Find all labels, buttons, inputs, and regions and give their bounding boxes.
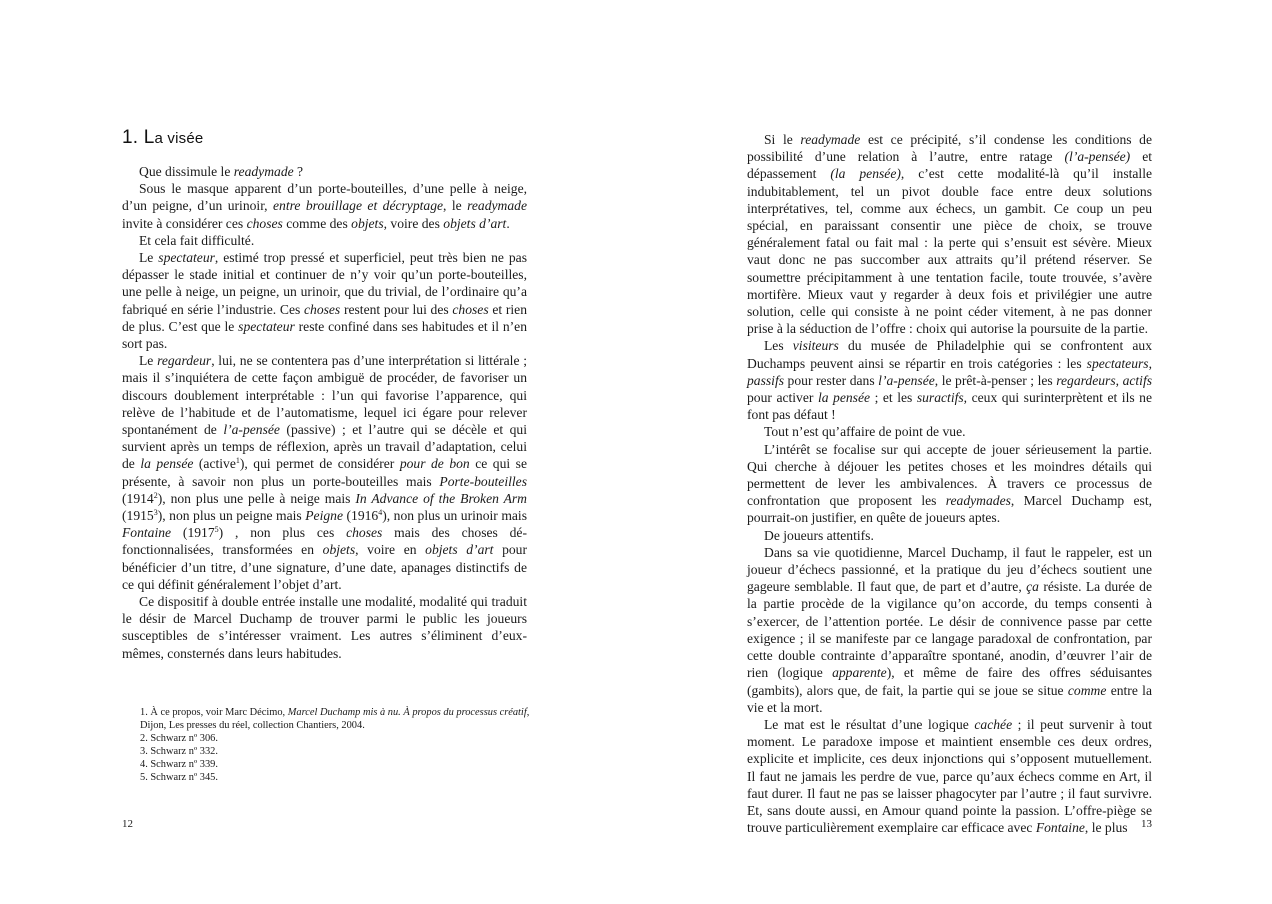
emphasis: choses <box>346 525 383 541</box>
emphasis: (la pensée) <box>830 166 901 182</box>
footnotes <box>140 706 540 784</box>
emphasis: objets <box>322 542 356 558</box>
footnote: 4. Schwarz nº 339. <box>140 759 218 770</box>
emphasis: suractifs <box>916 390 964 406</box>
emphasis: la pensée <box>140 456 194 472</box>
emphasis: readymade <box>800 132 861 147</box>
emphasis: pour de bon <box>399 456 470 472</box>
emphasis: choses <box>246 215 283 231</box>
right-page <box>636 0 1272 904</box>
footnote-ref: 3 <box>153 508 158 518</box>
emphasis: passifs <box>747 372 785 388</box>
heading-rest: a visée <box>154 130 204 147</box>
paragraph: Si le readymade est ce précipité, s’il condense les conditions de possibilité d’une relation à l’autre, entre ratage (l’a-pensée) et dépassement (la pensée), c’est cette modalité-là qu’il installe indubitablement, tel un pivot double face entre deux solutions interprétatives, tel, comme aux échecs, un gambit. Ce coup un peu spécial, en paraissant consentir une pièce de choix, se trouve généralement fatal ou fait mal : la perte qui s’ensuit est sévère. Mieux vaut donc ne pas succomber aux attraits qu’il prétend réserver. Se soumettre précipitamment à une tentation facile, toute trouvée, s’avère mortifère. Mieux vaut y regarder à deux fois et privilégier une autre solution, celle qui consiste à ne point céder vitement, à ne pas donner prise à la séduction de l’offre : choix qui autorise la poursuite de la partie. <box>747 132 1153 337</box>
paragraph: Ce dispositif à double entrée installe une modalité, modalité qui traduit le désir de Marcel Duchamp de trouver parmi le public les joueurs susceptibles de s’intéresser vraiment. Les autres s’éliminent d’eux-mêmes, consternés dans leurs habitudes. <box>122 594 527 661</box>
emphasis: Fontaine <box>122 525 172 541</box>
footnote: 5. Schwarz nº 345. <box>140 772 218 783</box>
emphasis: visiteurs <box>792 338 839 354</box>
page-number: 13 <box>1141 818 1152 830</box>
paragraph: Que dissimule le readymade ? <box>139 164 304 179</box>
emphasis: l’a-pensée <box>223 422 280 438</box>
emphasis: entre brouillage et décryptage <box>273 198 444 214</box>
emphasis: cachée <box>974 716 1013 732</box>
right-body-text <box>747 131 1152 836</box>
emphasis: objets d’art <box>443 215 507 231</box>
emphasis: readymades <box>945 493 1011 509</box>
emphasis: choses <box>452 301 489 317</box>
left-body-text <box>122 163 527 662</box>
emphasis: spectateur <box>158 250 215 266</box>
footnote: 2. Schwarz nº 306. <box>140 733 218 744</box>
paragraph: Le mat est le résultat d’une logique cachée ; il peut survenir à tout moment. Le paradoxe impose et maintient ensemble ces deux ordres, explicite et implicite, ces deux injonctions qui s’opposent mutuellement. Il faut ne jamais les perdre de vue, parce qu’aux échecs comme en Art, il faut durer. Il faut ne pas se laisser phagocyter par l’autre ; il faut survivre. Et, sans doute aussi, en Amour quand pointe la passion. L’offre-piège se trouve particulièrement exemplaire car efficace avec Fontaine, le plus <box>747 716 1152 836</box>
footnote: 1. À ce propos, voir Marc Décimo, Marcel Duchamp mis à nu. À propos du processus créatif, Dijon, Les presses du réel, collection Chantiers, 2004. <box>140 707 530 731</box>
paragraph: Dans sa vie quotidienne, Marcel Duchamp, il faut le rappeler, est un joueur d’échecs passionné, et la pratique du jeu d’échecs soutient une gageure semblable. Il faut que, de part et d’autre, ça résiste. La durée de la partie procède de la vigilance qu’on accorde, du temps consenti à s’exercer, de l’attention portée. Le désir de connivence passe par cette exigence ; il se manifeste par ce langage paradoxal de confrontation, par cette double contrainte d’apparaître spontané, anodin, d’œuvrer l’air de rien (logique apparente), et même de faire des offres séduisantes (gambits), alors que, de fait, la partie qui se joue se situe comme entre la vie et la mort. <box>747 544 1153 715</box>
page-number: 12 <box>122 818 133 830</box>
footnote-ref: 1 <box>235 456 240 466</box>
footnote: 3. Schwarz nº 332. <box>140 746 218 757</box>
emphasis: ça <box>1026 579 1039 595</box>
emphasis: readymade <box>467 198 527 214</box>
emphasis: regardeur <box>157 353 212 369</box>
paragraph: Sous le masque apparent d’un porte-bouteilles, d’une pelle à neige, d’un peigne, d’un urinoir, entre brouillage et décryptage, le readymade invite à considérer ces choses comme des objets, voire des objets d’art. <box>122 181 527 231</box>
paragraph: Les visiteurs du musée de Philadelphie qui se confrontent aux Duchamps peuvent ainsi se répartir en trois catégories : les spectateurs, passifs pour rester dans l’a-pensée, le prêt-à-penser ; les regardeurs, actifs pour activer la pensée ; et les suractifs, ceux qui surinterprètent et ils ne font pas défaut ! <box>747 338 1153 423</box>
emphasis: readymade <box>233 164 294 179</box>
emphasis: l’a-pensée <box>878 372 935 388</box>
emphasis: actifs <box>1122 372 1153 388</box>
emphasis: comme <box>1067 682 1107 698</box>
emphasis: spectateur <box>238 318 295 334</box>
footnote-ref: 4 <box>378 508 383 518</box>
emphasis: Fontaine <box>1035 820 1085 836</box>
paragraph: L’intérêt se focalise sur qui accepte de jouer sérieusement la partie. Qui cherche à déjouer les petites choses et les moindres détails qui permettent de lever les ambivalences. À travers ce processus de confrontation que proposent les readymades, Marcel Duchamp est, pourrait-on justifier, en quête de joueurs aptes. <box>747 441 1152 526</box>
paragraph: Et cela fait difficulté. <box>139 232 255 248</box>
emphasis: apparente <box>832 665 887 681</box>
paragraph: Le spectateur, estimé trop pressé et superficiel, peut très bien ne pas dépasser le stade initial et continuer de n’y voir qu’un porte-bouteilles, une pelle à neige, un peigne, un urinoir, que du trivial, de l’ordinaire qu’a fabriqué en série l’industrie. Ces choses restent pour lui des choses et rien de plus. C’est que le spectateur reste confiné dans ses habitudes et il n’en sort pas. <box>122 250 528 352</box>
chapter-heading <box>122 126 203 151</box>
paragraph: Tout n’est qu’affaire de point de vue. <box>764 424 966 440</box>
heading-initial: L <box>143 127 155 148</box>
emphasis: Peigne <box>305 508 343 524</box>
emphasis: Porte-bouteilles <box>439 473 527 489</box>
paragraph: De joueurs attentifs. <box>764 527 874 543</box>
emphasis: choses <box>303 301 341 317</box>
emphasis: In Advance of the Broken Arm <box>355 490 527 506</box>
emphasis: la pensée <box>817 390 871 406</box>
footnote-ref: 2 <box>153 490 158 500</box>
footnote-ref: 5 <box>214 525 219 535</box>
emphasis: (l’a-pensée) <box>1064 149 1131 165</box>
paragraph: Le regardeur, lui, ne se contentera pas d’une interprétation si littérale ; mais il s’inquiétera de cette façon ambiguë de procéder, de favoriser un discours doublement interprétable : l’un qui favorise l’apparence, qui relève de l’habitude et de l’automatisme, lequel ici égare pour relever spontanément de l’a-pensée (passive) ; et l’autre qui se décèle et qui survient après un temps de réflexion, après un travail d’adaptation, celui de la pensée (active$^1$), qui permet de considérer pour de bon ce qui se présente, à savoir non plus un porte-bouteilles mais Porte-bouteilles (1914$^2$), non plus une pelle à neige mais In Advance of the Broken Arm (1915$^3$), non plus un peigne mais Peigne (1916$^4$), non plus un urinoir mais Fontaine (1917$^5$) , non plus ces choses mais des choses dé-fonctionnalisées, transformées en objets, voire en objets d’art pour bénéficier d’un titre, d’une signature, d’une date, apanages distinctifs de ce qui définit généralement l’objet d’art. <box>122 353 527 592</box>
emphasis: objets d’art <box>425 542 494 558</box>
emphasis: Marcel Duchamp mis à nu. À propos du processus créatif <box>287 707 527 718</box>
heading-number: 1. <box>122 127 139 148</box>
emphasis: spectateurs <box>1086 355 1149 371</box>
emphasis: objets <box>351 215 384 231</box>
emphasis: regardeurs <box>1056 372 1116 388</box>
